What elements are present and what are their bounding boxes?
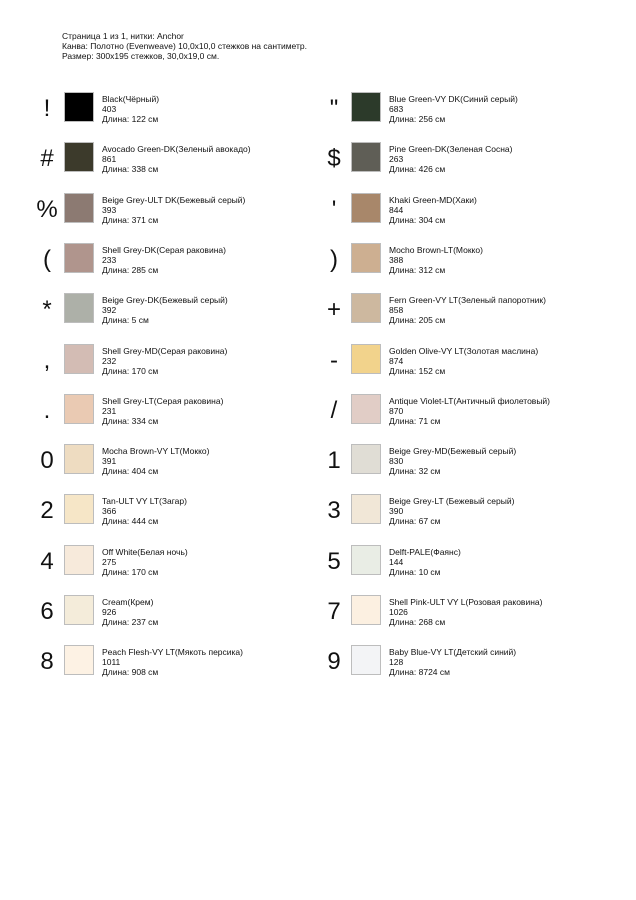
stitch-symbol: 0 (40, 447, 54, 475)
thread-code: 233 (102, 254, 117, 265)
thread-code: 144 (389, 556, 404, 567)
thread-name: Shell Grey-DK(Серая раковина) (102, 244, 226, 255)
thread-name: Beige Grey-DK(Бежевый серый) (102, 295, 228, 306)
thread-length: Длина: 152 см (389, 365, 446, 376)
legend-item (30, 92, 320, 132)
color-swatch (64, 293, 94, 323)
thread-info (102, 496, 187, 526)
legend-item (30, 344, 320, 384)
legend-item (317, 142, 607, 182)
thread-name: Golden Olive-VY LT(Золотая маслина) (389, 345, 539, 356)
color-swatch (64, 193, 94, 223)
thread-name: Shell Pink-ULT VY L(Розовая раковина) (389, 597, 543, 607)
stitch-symbol: 5 (327, 547, 341, 575)
stitch-symbol: $ (327, 145, 341, 173)
thread-length: Длина: 170 см (102, 365, 159, 376)
thread-length: Длина: 371 см (102, 214, 159, 225)
thread-length: Длина: 404 см (102, 466, 159, 477)
stitch-symbol: / (330, 396, 338, 424)
thread-info (389, 496, 514, 526)
color-swatch (64, 494, 94, 524)
thread-info (102, 547, 188, 577)
thread-length: Длина: 304 см (389, 214, 446, 225)
legend-item (30, 545, 320, 585)
thread-code: 1011 (102, 657, 121, 668)
stitch-symbol: % (36, 195, 58, 223)
legend-item (30, 243, 320, 283)
thread-name: Black(Чёрный) (102, 94, 160, 104)
thread-info (389, 245, 483, 275)
thread-length: Длина: 256 см (389, 114, 446, 124)
thread-length: Длина: 338 см (102, 164, 159, 175)
thread-length: Длина: 444 см (102, 516, 159, 527)
stitch-symbol: ! (43, 95, 51, 122)
thread-name: Shell Grey-MD(Серая раковина) (102, 345, 228, 356)
stitch-symbol: 2 (40, 497, 54, 525)
thread-code: 263 (389, 154, 404, 165)
thread-code: 874 (389, 355, 404, 366)
thread-info (102, 245, 226, 275)
thread-length: Длина: 237 см (102, 617, 159, 627)
thread-name: Beige Grey-ULT DK(Бежевый серый) (102, 194, 246, 205)
legend-item (30, 494, 320, 534)
thread-code: 275 (102, 556, 117, 567)
thread-info (389, 195, 477, 225)
thread-code: 232 (102, 355, 117, 366)
color-swatch (64, 595, 94, 625)
thread-name: Baby Blue-VY LT(Детский синий) (389, 647, 517, 658)
legend-item (30, 142, 320, 182)
size-info: Размер: 300x195 стежков, 30,0x19,0 см. (62, 51, 220, 61)
thread-length: Длина: 10 см (389, 566, 441, 577)
thread-length: Длина: 122 см (102, 114, 159, 124)
thread-length: Длина: 71 см (389, 415, 441, 426)
thread-info (389, 295, 546, 325)
stitch-symbol: " (329, 95, 339, 122)
thread-code: 388 (389, 254, 404, 265)
color-swatch (64, 444, 94, 474)
thread-code: 858 (389, 305, 404, 316)
thread-length: Длина: 334 см (102, 415, 159, 426)
stitch-symbol: . (43, 396, 51, 424)
legend-item (317, 243, 607, 283)
thread-length: Длина: 268 см (389, 617, 446, 627)
color-swatch (351, 142, 381, 172)
legend-item (30, 193, 320, 233)
thread-info (102, 647, 243, 677)
thread-info (102, 446, 209, 476)
color-swatch (64, 344, 94, 374)
thread-name: Cream(Крем) (102, 597, 154, 607)
color-swatch (351, 645, 381, 675)
thread-name: Antique Violet-LT(Античный фиолетовый) (389, 395, 551, 406)
page-info: Страница 1 из 1, нитки: Anchor (62, 31, 184, 41)
color-swatch (351, 394, 381, 424)
thread-name: Beige Grey-MD(Бежевый серый) (389, 446, 517, 457)
stitch-symbol: ( (43, 245, 51, 273)
stitch-symbol: 9 (327, 648, 341, 676)
stitch-symbol: ' (331, 195, 337, 223)
thread-info (102, 144, 251, 174)
thread-info (389, 396, 550, 426)
color-swatch (351, 494, 381, 524)
stitch-symbol: - (330, 346, 338, 374)
stitch-symbol: , (43, 346, 51, 374)
thread-length: Длина: 8724 см (389, 667, 450, 678)
thread-name: Peach Flesh-VY LT(Мякоть персика) (102, 647, 243, 658)
legend-item (30, 595, 320, 635)
thread-code: 393 (102, 204, 117, 215)
thread-info (389, 446, 516, 476)
color-swatch (351, 92, 381, 122)
thread-info (389, 144, 513, 174)
legend-item (317, 645, 607, 685)
stitch-symbol: 6 (40, 598, 54, 625)
legend-item (30, 293, 320, 333)
thread-code: 390 (389, 506, 404, 517)
thread-code: 683 (389, 104, 404, 114)
thread-name: Fern Green-VY LT(Зеленый папоротник) (389, 295, 546, 306)
color-swatch (64, 142, 94, 172)
thread-name: Avocado Green-DK(Зеленый авокадо) (102, 144, 251, 155)
thread-name: Shell Grey-LT(Серая раковина) (102, 395, 224, 406)
thread-info (102, 597, 158, 627)
thread-info (389, 547, 461, 577)
thread-length: Длина: 205 см (389, 315, 446, 326)
color-swatch (351, 293, 381, 323)
color-swatch (351, 444, 381, 474)
thread-name: Beige Grey-LT (Бежевый серый) (389, 496, 515, 507)
thread-code: 861 (102, 154, 117, 165)
legend-item (317, 494, 607, 534)
stitch-symbol: 8 (40, 648, 54, 676)
thread-length: Длина: 32 см (389, 466, 441, 477)
thread-length: Длина: 312 см (389, 264, 446, 275)
thread-code: 830 (389, 456, 404, 467)
legend-item (30, 645, 320, 685)
stitch-symbol: 3 (327, 497, 341, 525)
color-swatch (351, 545, 381, 575)
thread-length: Длина: 5 см (102, 315, 149, 326)
thread-info (389, 346, 538, 376)
thread-name: Off White(Белая ночь) (102, 546, 188, 557)
color-swatch (351, 243, 381, 273)
thread-info (102, 295, 228, 325)
color-swatch (64, 92, 94, 122)
thread-name: Khaki Green-MD(Хаки) (389, 194, 477, 205)
thread-info (389, 647, 516, 677)
legend-item (30, 444, 320, 484)
canvas-info: Канва: Полотно (Evenweave) 10,0x10,0 стежков на сантиметр. (62, 41, 307, 51)
legend-item (317, 293, 607, 333)
thread-name: Mocho Brown-LT(Мокко) (389, 244, 483, 255)
thread-length: Длина: 908 см (102, 667, 159, 678)
legend-item (317, 344, 607, 384)
thread-info (102, 195, 245, 225)
thread-code: 1026 (389, 607, 408, 617)
legend-item (317, 193, 607, 233)
legend-item (317, 394, 607, 434)
thread-name: Pine Green-DK(Зеленая Сосна) (389, 144, 513, 155)
stitch-symbol: 4 (40, 547, 54, 575)
thread-length: Длина: 426 см (389, 164, 446, 175)
legend-item (317, 444, 607, 484)
thread-info (102, 94, 159, 124)
thread-code: 366 (102, 506, 117, 517)
thread-code: 391 (102, 456, 117, 467)
thread-length: Длина: 170 см (102, 566, 159, 577)
thread-info (102, 396, 223, 426)
stitch-symbol: ) (330, 245, 338, 273)
thread-code: 844 (389, 204, 404, 215)
thread-name: Blue Green-VY DK(Синий серый) (389, 94, 518, 104)
color-swatch (64, 394, 94, 424)
thread-info (102, 346, 227, 376)
thread-code: 926 (102, 607, 117, 617)
color-swatch (64, 545, 94, 575)
thread-code: 403 (102, 104, 117, 114)
thread-code: 231 (102, 405, 117, 416)
thread-length: Длина: 67 см (389, 516, 441, 527)
legend-item (317, 92, 607, 132)
legend-item (317, 595, 607, 635)
stitch-symbol: 1 (327, 447, 341, 475)
thread-info (389, 597, 542, 627)
color-swatch (351, 344, 381, 374)
thread-code: 392 (102, 305, 117, 316)
stitch-symbol: 7 (327, 598, 341, 625)
stitch-symbol: + (326, 296, 341, 324)
color-swatch (64, 645, 94, 675)
color-swatch (351, 193, 381, 223)
thread-info (389, 94, 518, 124)
color-swatch (64, 243, 94, 273)
thread-name: Delft-PALE(Фаянс) (389, 546, 461, 557)
color-swatch (351, 595, 381, 625)
stitch-symbol: * (42, 296, 52, 324)
thread-length: Длина: 285 см (102, 264, 159, 275)
thread-code: 870 (389, 405, 404, 416)
thread-name: Tan-ULT VY LT(Загар) (102, 496, 187, 507)
legend-item (30, 394, 320, 434)
stitch-symbol: # (40, 145, 54, 173)
thread-code: 128 (389, 657, 404, 668)
legend-item (317, 545, 607, 585)
thread-name: Mocha Brown-VY LT(Мокко) (102, 446, 210, 457)
